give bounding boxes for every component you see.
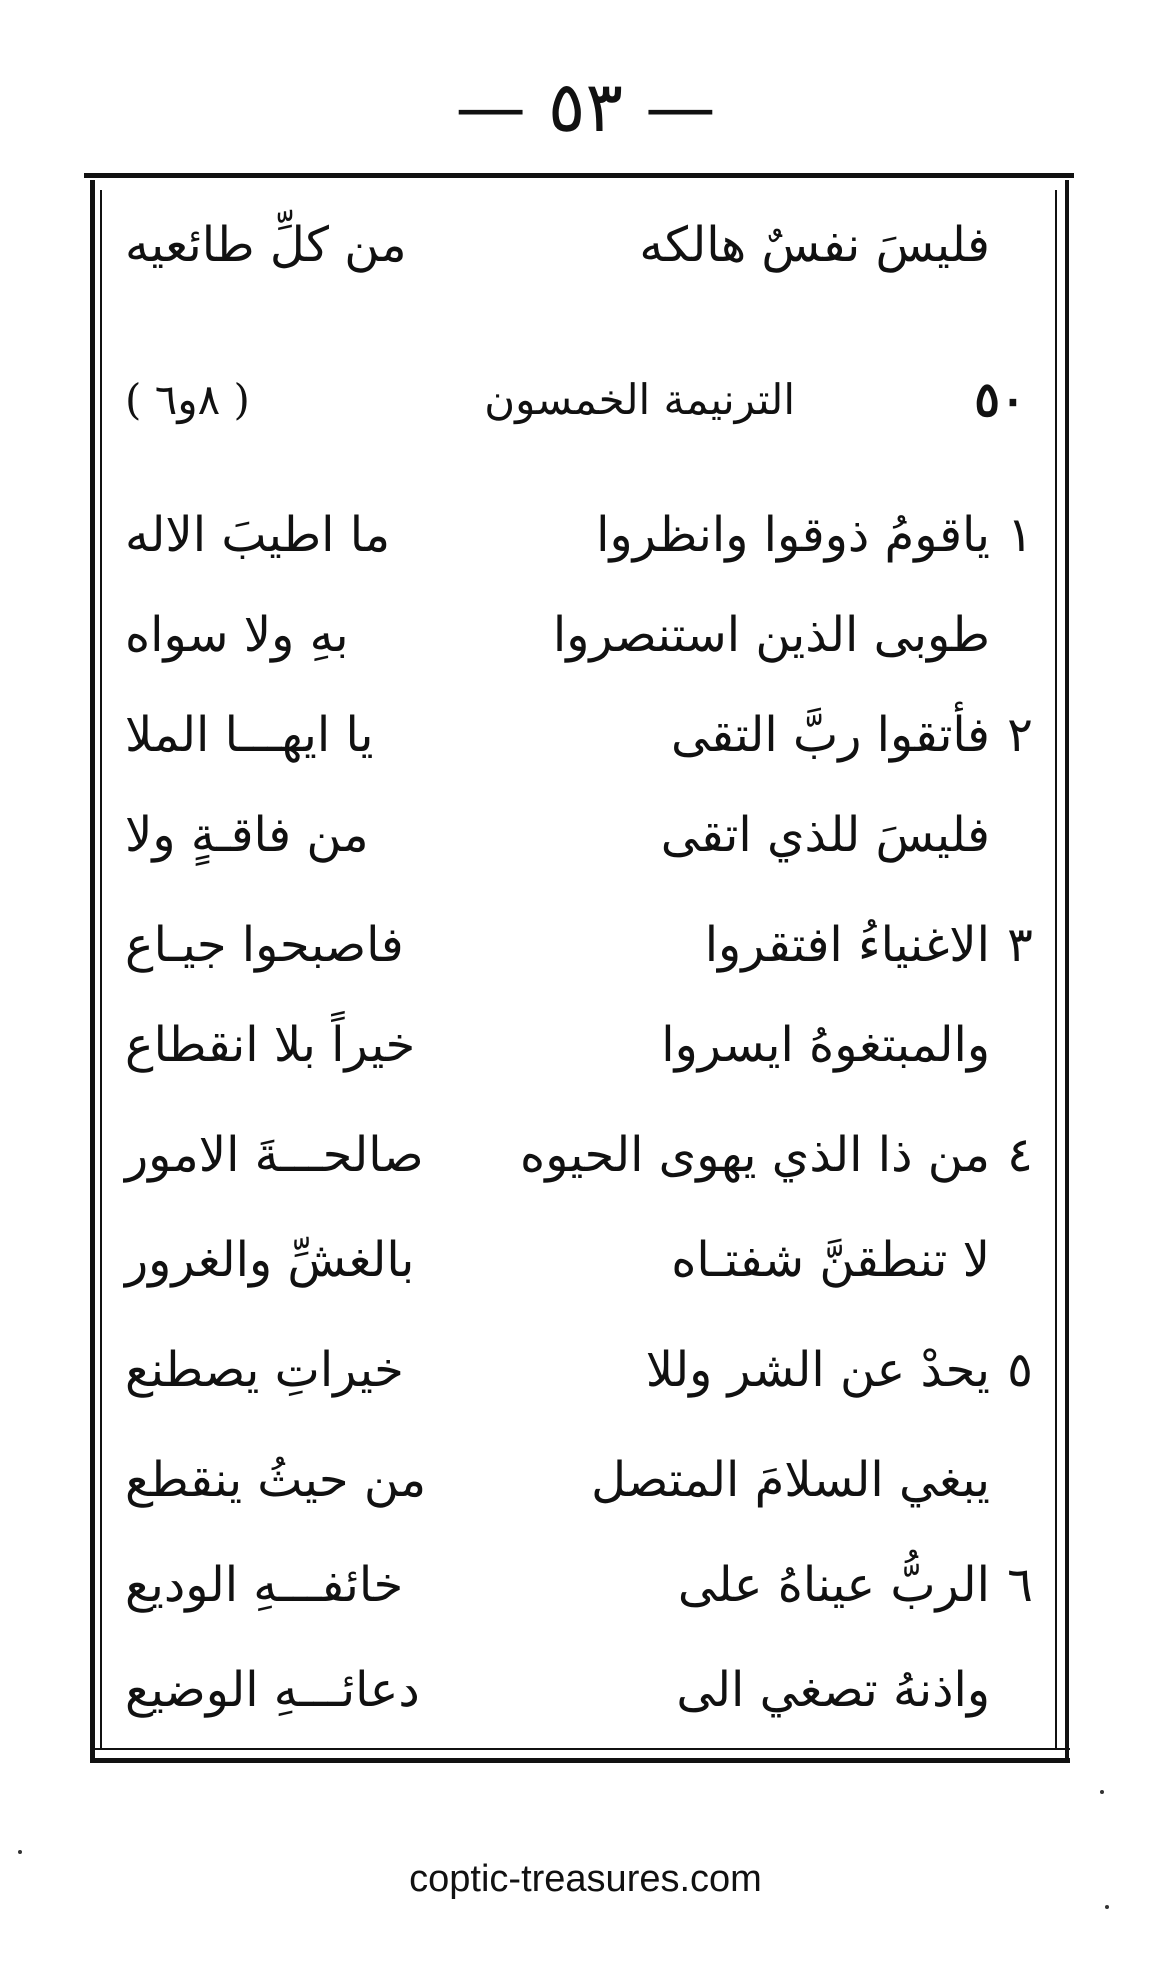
stanza-number: ٥ — [1007, 1342, 1033, 1398]
verse-first-half: فأتقوا ربَّ التقى — [671, 707, 990, 763]
verse-first-half: يحدْ عن الشر وللا — [645, 1342, 990, 1398]
verse-second-half: بالغشِّ والغرور — [125, 1232, 415, 1288]
stanza-number: ٤ — [1007, 1127, 1033, 1183]
verse-line — [125, 1325, 1045, 1415]
bottom-border-rule — [90, 1758, 1070, 1763]
scan-speck — [1100, 1790, 1104, 1794]
verse-first-half: ياقومُ ذوقوا وانظروا — [596, 507, 990, 563]
verse-first-half: الربُّ عيناهُ على — [677, 1557, 990, 1613]
verse-line — [125, 1540, 1045, 1630]
verse-second-half: ما اطيبَ الاله — [125, 507, 391, 563]
verse-first-half: فليسَ نفسٌ هالكه — [639, 217, 990, 273]
verse-second-half: فاصبحوا جيـاع — [125, 917, 404, 973]
verse-line — [125, 200, 1045, 290]
verse-line — [125, 790, 1045, 880]
verse-first-half: واذنهُ تصغي الى — [676, 1662, 990, 1718]
verse-first-half: يبغي السلامَ المتصل — [591, 1452, 990, 1508]
verse-line — [125, 690, 1045, 780]
left-border-rule — [90, 180, 95, 1760]
top-border-rule — [84, 173, 1074, 178]
verse-first-half: لا تنطقنَّ شفتـاه — [671, 1232, 990, 1288]
verse-second-half: من حيثُ ينقطع — [125, 1452, 427, 1508]
right-inner-rule — [1055, 190, 1057, 1750]
hymn-number: ٥٠ — [974, 372, 1026, 428]
scan-speck — [1105, 1905, 1109, 1909]
stanza-number: ٢ — [1007, 707, 1033, 763]
verse-second-half: صالحـــةَ الامور — [125, 1127, 424, 1183]
page-number: — ٥٣ — — [455, 66, 716, 148]
stanza-number: ٣ — [1007, 917, 1033, 973]
verse-second-half: بهِ ولا سواه — [125, 607, 349, 663]
verse-line — [125, 1110, 1045, 1200]
verse-line — [125, 590, 1045, 680]
footer-watermark: coptic-treasures.com — [409, 1858, 762, 1900]
verse-line — [125, 490, 1045, 580]
verse-second-half: خيراً بلا انقطاع — [125, 1017, 416, 1073]
verse-line — [125, 1435, 1045, 1525]
bottom-inner-rule — [90, 1748, 1070, 1750]
verse-line — [125, 1215, 1045, 1305]
verse-first-half: الاغنياءُ افتقروا — [704, 917, 990, 973]
stanza-number: ٦ — [1007, 1557, 1033, 1613]
verse-second-half: يا ايهـــا الملا — [125, 707, 374, 763]
stanza-number: ١ — [1007, 507, 1033, 563]
verse-second-half: من فاقـةٍ ولا — [125, 807, 369, 863]
scan-speck — [18, 1850, 22, 1854]
left-inner-rule — [100, 190, 102, 1750]
verse-first-half: من ذا الذي يهوى الحيوه — [520, 1127, 990, 1183]
verse-second-half: خائفـــهِ الوديع — [125, 1557, 404, 1613]
verse-line — [125, 1645, 1045, 1735]
verse-second-half: خيراتِ يصطنع — [125, 1342, 404, 1398]
verse-second-half: من كلِّ طائعيه — [125, 217, 407, 273]
right-border-rule — [1065, 180, 1069, 1760]
hymn-meter: ( ٨و٦ ) — [125, 375, 250, 424]
verse-second-half: دعائـــهِ الوضيع — [125, 1662, 420, 1718]
verse-line — [125, 1000, 1045, 1090]
verse-first-half: طوبى الذين استنصروا — [552, 607, 990, 663]
verse-line — [125, 900, 1045, 990]
hymn-heading — [125, 355, 1045, 445]
verse-first-half: والمبتغوهُ ايسروا — [661, 1017, 990, 1073]
hymn-title: الترنيمة الخمسون — [484, 375, 795, 424]
verse-first-half: فليسَ للذي اتقى — [660, 807, 990, 863]
